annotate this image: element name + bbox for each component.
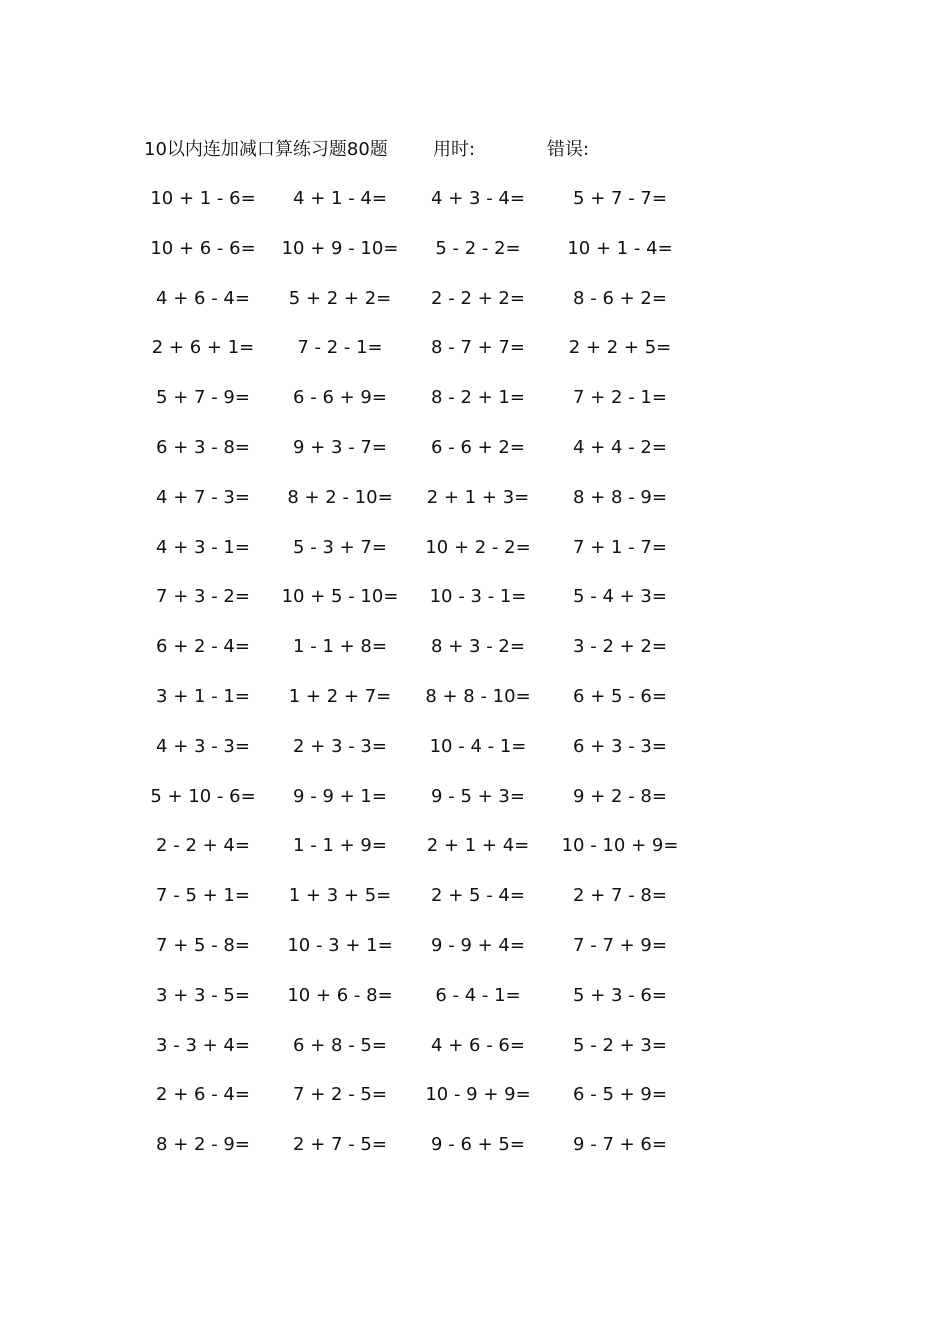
problem-item: 6 - 6 + 9= xyxy=(293,387,387,409)
problem-item: 2 - 2 + 4= xyxy=(156,835,250,857)
problem-row xyxy=(0,883,950,933)
problem-item: 2 + 6 + 1= xyxy=(151,337,255,359)
problem-item: 8 + 3 - 2= xyxy=(431,636,525,658)
problem-item: 8 + 2 - 10= xyxy=(287,486,393,508)
problem-item: 10 - 9 + 9= xyxy=(425,1084,531,1106)
problem-item: 6 - 4 - 1= xyxy=(435,984,521,1006)
problem-item: 3 + 1 - 1= xyxy=(156,685,250,707)
problem-row xyxy=(0,833,950,883)
problem-row xyxy=(0,236,950,286)
problem-item: 7 + 1 - 7= xyxy=(573,536,667,558)
problem-item: 4 + 6 - 4= xyxy=(156,287,250,309)
problem-item: 4 + 3 - 3= xyxy=(156,735,250,757)
problem-item: 7 + 5 - 8= xyxy=(156,934,250,956)
problem-item: 3 - 3 + 4= xyxy=(156,1034,250,1056)
problem-item: 5 - 3 + 7= xyxy=(293,536,387,558)
problem-item: 7 + 3 - 2= xyxy=(156,586,250,608)
problem-item: 5 + 7 - 7= xyxy=(573,188,667,209)
problem-item: 4 + 6 - 6= xyxy=(431,1034,525,1056)
problem-item: 7 - 2 - 1= xyxy=(297,337,383,359)
problem-item: 6 + 3 - 3= xyxy=(573,735,667,757)
problem-item: 10 - 3 + 1= xyxy=(287,934,393,956)
problem-item: 7 - 5 + 1= xyxy=(156,885,250,907)
problem-item: 9 - 6 + 5= xyxy=(431,1134,525,1156)
problem-item: 9 - 7 + 6= xyxy=(573,1134,667,1156)
problem-item: 3 + 3 - 5= xyxy=(156,984,250,1006)
problem-item: 3 - 2 + 2= xyxy=(573,636,667,658)
problem-item: 2 + 7 - 5= xyxy=(293,1134,387,1156)
problem-row xyxy=(0,784,950,834)
problem-item: 7 + 2 - 5= xyxy=(293,1084,387,1106)
problem-item: 10 - 10 + 9= xyxy=(561,835,679,857)
problem-row xyxy=(0,485,950,535)
problem-item: 6 + 8 - 5= xyxy=(293,1034,387,1056)
problem-item: 6 + 5 - 6= xyxy=(573,685,667,707)
problem-item: 1 - 1 + 9= xyxy=(293,835,387,857)
problem-item: 6 - 5 + 9= xyxy=(573,1084,667,1106)
problem-item: 4 + 3 - 1= xyxy=(156,536,250,558)
problem-row xyxy=(0,684,950,734)
problem-item: 7 + 2 - 1= xyxy=(573,387,667,409)
time-label: 用时: xyxy=(433,139,476,160)
problem-row xyxy=(0,286,950,336)
problem-item: 4 + 3 - 4= xyxy=(431,188,525,209)
problem-item: 10 + 5 - 10= xyxy=(281,586,399,608)
problem-item: 1 + 2 + 7= xyxy=(288,685,392,707)
problem-row xyxy=(0,634,950,684)
problem-item: 2 + 1 + 3= xyxy=(426,486,530,508)
problem-item: 9 + 3 - 7= xyxy=(293,436,387,458)
problem-item: 8 + 8 - 10= xyxy=(425,685,531,707)
problem-item: 8 + 8 - 9= xyxy=(573,486,667,508)
problem-item: 7 - 7 + 9= xyxy=(573,934,667,956)
problem-item: 2 + 1 + 4= xyxy=(426,835,530,857)
problem-item: 4 + 7 - 3= xyxy=(156,486,250,508)
problem-row xyxy=(0,435,950,485)
problem-item: 5 - 2 + 3= xyxy=(573,1034,667,1056)
problem-item: 10 + 6 - 6= xyxy=(150,237,256,259)
problem-item: 6 + 3 - 8= xyxy=(156,436,250,458)
problem-item: 4 + 4 - 2= xyxy=(573,436,667,458)
problem-row xyxy=(0,983,950,1033)
problem-row xyxy=(0,734,950,784)
problem-row xyxy=(0,1082,950,1132)
problem-item: 2 + 7 - 8= xyxy=(573,885,667,907)
problem-item: 2 + 2 + 5= xyxy=(568,337,672,359)
problem-item: 5 - 2 - 2= xyxy=(435,237,521,259)
problem-item: 5 - 4 + 3= xyxy=(573,586,667,608)
problem-item: 5 + 2 + 2= xyxy=(288,287,392,309)
problem-item: 10 + 1 - 4= xyxy=(567,237,673,259)
problem-item: 1 - 1 + 8= xyxy=(293,636,387,658)
problem-item: 2 + 3 - 3= xyxy=(293,735,387,757)
problem-item: 6 + 2 - 4= xyxy=(156,636,250,658)
errors-label: 错误: xyxy=(547,139,590,160)
problem-item: 5 + 10 - 6= xyxy=(150,785,256,807)
problem-item: 10 + 6 - 8= xyxy=(287,984,393,1006)
problem-item: 10 - 4 - 1= xyxy=(429,735,527,757)
problem-item: 10 + 2 - 2= xyxy=(425,536,531,558)
problem-row xyxy=(0,335,950,385)
problem-item: 10 + 1 - 6= xyxy=(150,188,256,209)
problem-item: 2 - 2 + 2= xyxy=(431,287,525,309)
problem-item: 8 - 7 + 7= xyxy=(431,337,525,359)
problem-grid xyxy=(0,186,950,1182)
problem-item: 9 - 9 + 1= xyxy=(293,785,387,807)
problem-item: 2 + 6 - 4= xyxy=(156,1084,250,1106)
problem-row xyxy=(0,584,950,634)
worksheet-header xyxy=(0,137,950,163)
problem-item: 6 - 6 + 2= xyxy=(431,436,525,458)
problem-item: 9 - 9 + 4= xyxy=(431,934,525,956)
problem-item: 8 - 2 + 1= xyxy=(431,387,525,409)
problem-item: 9 + 2 - 8= xyxy=(573,785,667,807)
problem-item: 1 + 3 + 5= xyxy=(288,885,392,907)
problem-row xyxy=(0,1132,950,1182)
problem-row xyxy=(0,1033,950,1083)
problem-row xyxy=(0,535,950,585)
problem-row xyxy=(0,186,950,236)
problem-item: 8 - 6 + 2= xyxy=(573,287,667,309)
problem-item: 5 + 7 - 9= xyxy=(156,387,250,409)
problem-item: 10 - 3 - 1= xyxy=(429,586,527,608)
worksheet-title: 10以内连加减口算练习题80题 xyxy=(144,139,388,160)
problem-item: 2 + 5 - 4= xyxy=(431,885,525,907)
problem-item: 4 + 1 - 4= xyxy=(293,188,387,209)
problem-item: 10 + 9 - 10= xyxy=(281,237,399,259)
problem-item: 5 + 3 - 6= xyxy=(573,984,667,1006)
problem-row xyxy=(0,385,950,435)
problem-item: 9 - 5 + 3= xyxy=(431,785,525,807)
problem-item: 8 + 2 - 9= xyxy=(156,1134,250,1156)
problem-row xyxy=(0,933,950,983)
